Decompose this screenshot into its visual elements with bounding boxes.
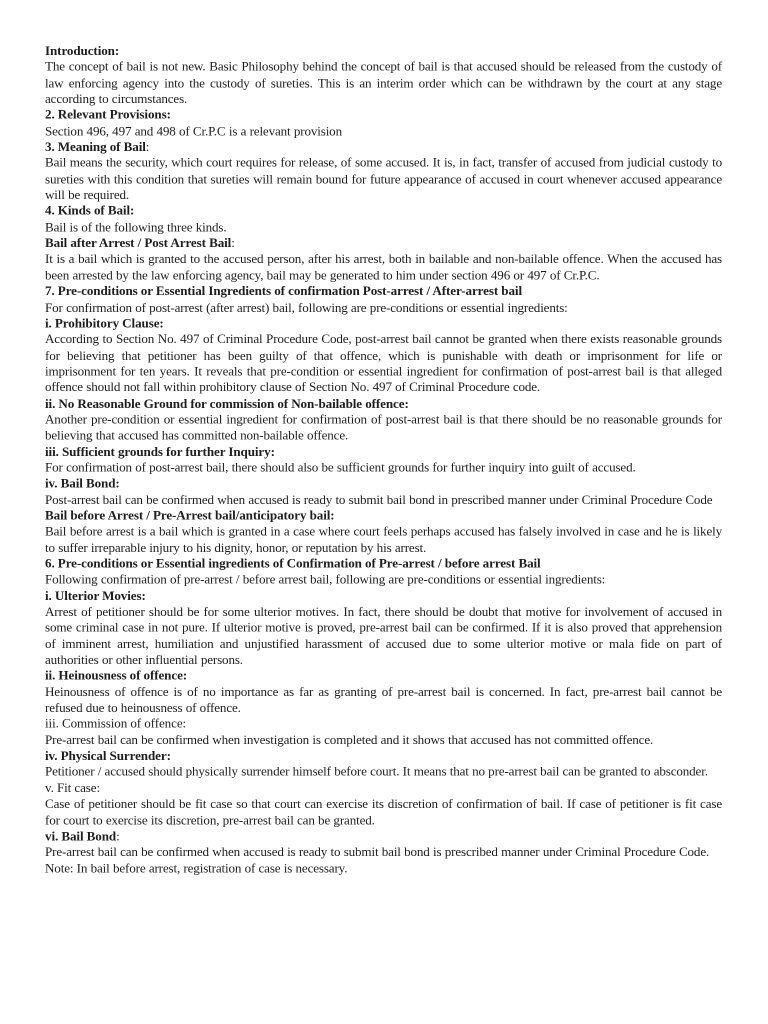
section-post-arrest-conditions bbox=[45, 284, 722, 316]
section-physical-surrender bbox=[45, 748, 722, 780]
section-body: It is a bail which is granted to the accused person, after his arrest, both in bailable and non-bailable offence. When the accused has been arrested by the law enforcing agency, bail may be generated to him under section 496 or 497 of Cr.P.C. bbox=[45, 251, 722, 283]
section-heading: iv. Bail Bond: bbox=[45, 475, 120, 491]
section-heading: i. Ulterior Movies: bbox=[45, 587, 146, 603]
section-heading: iv. Physical Surrender: bbox=[45, 748, 171, 763]
section-heading: v. Fit case: bbox=[45, 780, 101, 796]
section-relevant-provisions bbox=[45, 107, 722, 139]
section-heading: ii. No Reasonable Ground for commission of Non-bailable offence: bbox=[45, 395, 409, 411]
section-body: Arrest of petitioner should be for some ulterior motives. In fact, there should be doubt that motive for involvement of accused in some criminal case in not pure. If ulterior motive is proved, pre-arrest bail can be confirmed. If it is also proved that apprehension of imminent arrest, humiliation and unjustified harassment of accused due to some ulterior motive or mala fide on part of authorities or other influential persons. bbox=[45, 604, 722, 667]
section-heading: vi. Bail Bond: bbox=[45, 828, 120, 844]
section-body: Bail is of the following three kinds. bbox=[45, 219, 227, 235]
section-body: Section 496, 497 and 498 of Cr.P.C is a relevant provision bbox=[45, 123, 342, 138]
section-body: Following confirmation of pre-arrest / before arrest bail, following are pre-conditions or essential ingredients: bbox=[45, 571, 606, 587]
section-body: Pre-arrest bail can be confirmed when accused is ready to submit bail bond is prescribed manner under Criminal Procedure Code. bbox=[45, 844, 710, 860]
section-commission-of-offence bbox=[45, 716, 722, 748]
section-kinds-of-bail bbox=[45, 203, 722, 235]
section-heading: 6. Pre-conditions or Essential ingredients of Confirmation of Pre-arrest / before arrest Bail bbox=[45, 555, 541, 571]
section-note bbox=[45, 860, 722, 876]
section-body: The concept of bail is not new. Basic Philosophy behind the concept of bail is that accused should be released from the custody of law enforcing agency into the custody of sureties. This is an interim order which can be withdrawn by the court at any stage according to circumstances. bbox=[45, 59, 722, 106]
section-body: Bail means the security, which court requires for release, of some accused. It is, in fact, transfer of accused from judicial custody to sureties with this condition that sureties will remain bound for future appearance of accused in court whenever accused appearance will be required. bbox=[45, 155, 722, 203]
section-bail-bond-post-arrest bbox=[45, 476, 722, 508]
section-ulterior-movies bbox=[45, 588, 722, 668]
section-body: For confirmation of post-arrest (after arrest) bail, following are pre-conditions or essential ingredients: bbox=[45, 299, 568, 315]
section-meaning-of-bail bbox=[45, 139, 722, 203]
section-heading: i. Prohibitory Clause: bbox=[45, 315, 164, 331]
section-body: Case of petitioner should be fit case so that court can exercise its discretion of confirmation of bail. If case of petitioner is fit case for court to exercise its discretion, pre-arrest bail can be granted. bbox=[45, 796, 722, 828]
section-no-reasonable-ground bbox=[45, 396, 722, 444]
section-body: Post-arrest bail can be confirmed when accused is ready to submit bail bond in prescribed manner under Criminal Procedure Code bbox=[45, 491, 713, 507]
section-pre-arrest-conditions bbox=[45, 556, 722, 588]
section-heading: Bail after Arrest / Post Arrest Bail: bbox=[45, 235, 235, 251]
section-bail-before-arrest bbox=[45, 508, 722, 556]
section-body: Bail before arrest is a bail which is granted in a case where court feels perhaps accused has falsely involved in case and he is likely to suffer irreparable injury to his dignity, honor, or reputation by his arrest. bbox=[45, 523, 722, 555]
section-bail-bond-pre-arrest bbox=[45, 828, 722, 860]
section-body: Pre-arrest bail can be confirmed when investigation is completed and it shows that accused has not committed offence. bbox=[45, 732, 654, 747]
section-prohibitory-clause bbox=[45, 316, 722, 396]
section-heading: 7. Pre-conditions or Essential Ingredients of confirmation Post-arrest / After-arrest bail bbox=[45, 283, 522, 299]
section-body: For confirmation of post-arrest bail, there should also be sufficient grounds for further inquiry into guilt of accused. bbox=[45, 459, 636, 475]
section-body: According to Section No. 497 of Criminal Procedure Code, post-arrest bail cannot be granted when there exists reasonable grounds for believing that petitioner has been guilty of that offence, which is punishable with death or imprisonment for life or imprisonment for ten years. It reveals that pre-condition or essential ingredient for confirmation of post-arrest bail is that alleged offence should not fall within prohibitory clause of Section No. 497 of Criminal Procedure code. bbox=[45, 331, 722, 395]
section-heading: 2. Relevant Provisions: bbox=[45, 107, 171, 122]
section-heading: Bail before Arrest / Pre-Arrest bail/anticipatory bail: bbox=[45, 507, 335, 523]
note-text: Note: In bail before arrest, registration of case is necessary. bbox=[45, 860, 348, 876]
section-heading: 4. Kinds of Bail: bbox=[45, 203, 135, 219]
section-introduction bbox=[45, 43, 722, 107]
section-body: Another pre-condition or essential ingredient for confirmation of post-arrest bail is that there should be no reasonable grounds for believing that accused has committed non-bailable offence. bbox=[45, 411, 722, 443]
section-sufficient-grounds bbox=[45, 444, 722, 476]
section-heading: iii. Commission of offence: bbox=[45, 716, 187, 731]
section-body: Petitioner / accused should physically surrender himself before court. It means that no pre-arrest bail can be granted to absconder. bbox=[45, 764, 708, 779]
section-heading: ii. Heinousness of offence: bbox=[45, 668, 188, 683]
section-heading: 3. Meaning of Bail: bbox=[45, 139, 150, 154]
section-heading: iii. Sufficient grounds for further Inquiry: bbox=[45, 443, 275, 459]
section-heading: Introduction: bbox=[45, 43, 120, 58]
section-bail-after-arrest bbox=[45, 235, 722, 283]
section-body: Heinousness of offence is of no importance as far as granting of pre-arrest bail is concerned. In fact, pre-arrest bail cannot be refused due to heinousness of offence. bbox=[45, 684, 722, 715]
section-fit-case bbox=[45, 780, 722, 828]
section-heinousness bbox=[45, 668, 722, 716]
